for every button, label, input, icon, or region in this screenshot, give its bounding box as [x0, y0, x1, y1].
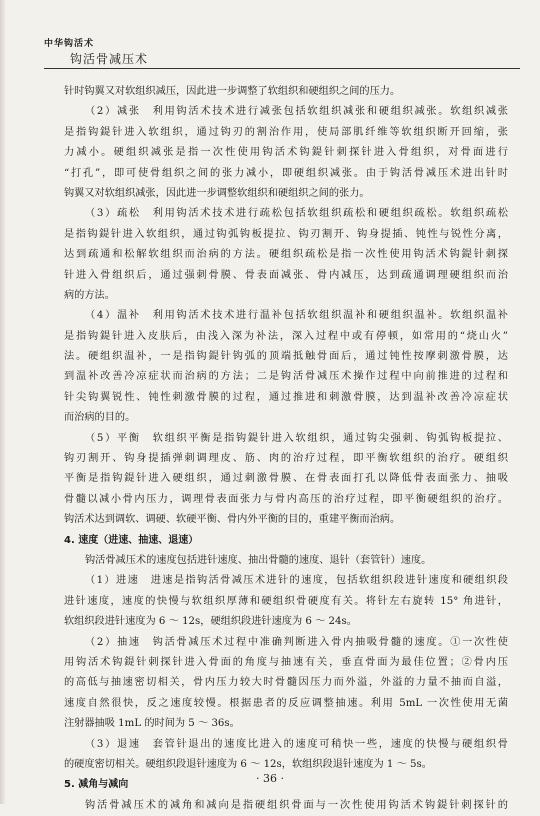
section-heading: 4. 速度（进速、抽速、退速）	[64, 534, 199, 546]
body-line: 力减小。硬组织减张是指一次性使用钩活术钩鍉针刺探针进入骨组织，对骨面进行	[64, 147, 508, 159]
body-line: 而治病的目的。	[64, 412, 136, 424]
page-number: · 36 ·	[256, 772, 284, 785]
running-header	[44, 36, 94, 49]
body-line: 针进入骨组织后，通过强刺骨膜、骨表面减张、骨内减压，达到疏通调理硬组织而治	[64, 269, 508, 281]
body-line: 用钩活术钩鍉针刺探针进入骨面的角度与抽速有关，垂直骨面为最佳位置；②骨内压	[64, 656, 508, 668]
body-line: 钩活骨减压术的速度包括进针速度、抽出骨髓的速度、退针（套管针）速度。	[85, 554, 432, 566]
body-line: 针尖钩翼锐性、钝性刺激骨膜的过程，通过推进和刺激骨膜，达到温补改善冷凉症状	[64, 391, 508, 403]
body-line: 钩翼又对软组织减张，因此进一步调整软组织和硬组织之间的张力。	[64, 187, 370, 199]
body-line: 平衡是指钩鍉针进入硬组织，通过刺激骨膜、在骨表面打孔以降低骨表面张力、抽吸	[64, 473, 508, 485]
body-line: 的高低与抽速密切相关，骨内压力较大时骨髓因压力而外溢，外溢的力量不抽而自溢，	[64, 677, 508, 689]
page-binding-shadow	[0, 0, 6, 804]
body-line: （2）抽速 钩活骨减压术过程中准确判断进入骨内抽吸骨髓的速度。①一次性使	[85, 636, 508, 648]
body-line: （4）温补 利用钩活术技术进行温补包括软组织温补和硬组织温补。软组织温补	[85, 310, 508, 322]
body-line: （1）进速 进速是指钩活骨减压术进针的速度，包括软组织段进针速度和硬组织段	[85, 575, 508, 587]
body-line: （3）疏松 利用钩活术技术进行疏松包括软组织疏松和硬组织疏松。软组织疏松	[85, 208, 508, 220]
body-line: 是指钩鍉针进入软组织，通过钩弧钩板提拉、钩刃割开、钩身提插、钝性与锐性分离，	[64, 228, 508, 240]
body-line: “打孔”，即可使骨组织之间的张力减小，即硬组织减张。由于钩活骨减压术进出针时	[64, 167, 508, 179]
body-line: （3）退速 套管针退出的速度比进入的速度可稍快一些，速度的快慢与硬组织骨	[85, 738, 508, 750]
body-line: 软组织段进针速度为 6 ～ 12s，硬组织段进针速度为 6 ～ 24s。	[64, 616, 357, 628]
body-line: 钩活骨减压术的减角和减向是指硬组织骨面与一次性使用钩活术钩鍉针刺探针的	[85, 799, 508, 811]
body-line: 达到疏通和松解软组织而治病的方法。硬组织疏松是指一次性使用钩活术钩鍉针刺探	[64, 249, 508, 261]
book-title: 钩活骨减压术	[70, 52, 149, 66]
body-line: 骨髓以减小骨内压力，调理骨表面张力与骨内高压的治疗过程，即平衡硬组织的治疗。	[64, 493, 508, 505]
body-line: 钩刃割开、钩身提插弹刺调理皮、筋、肉的治疗过程，即平衡软组织的治疗。硬组织	[64, 453, 508, 465]
body-line: 是指钩鍉针进入软组织，通过钩刃的割治作用，使局部肌纤维等软组织断开回缩，张	[64, 126, 508, 138]
header-rule	[44, 50, 520, 69]
body-line: 法。硬组织温补，一是指钩鍉针钩弧的顶端抵触骨面后，通过钝性按摩刺激骨膜，达	[64, 351, 508, 363]
body-line: 是指钩鍉针进入皮肤后，由浅入深为补法，深入过程中或有停顿，如常用的“烧山火”	[64, 330, 508, 342]
body-line: 进针速度，速度的快慢与软组织厚薄和硬组织骨硬度有关。将针左右旋转 15° 角进针，	[64, 595, 508, 607]
body-line: 速度自然很快，反之速度较慢。根据患者的反应调整抽速。利用 5mL 一次性使用无菌	[64, 697, 508, 709]
body-line: 注射器抽吸 1mL 的时间为 5 ～ 36s。	[64, 718, 240, 730]
series-title: 中华钩活术	[44, 39, 95, 49]
page-body	[64, 82, 508, 816]
body-line: 针时钩翼又对软组织减压，因此进一步调整了软组织和硬组织之间的压力。	[64, 86, 401, 97]
body-line: （5）平衡 软组织平衡是指钩鍉针进入软组织，通过钩尖强刺、钩弧钩板提拉、	[85, 432, 508, 444]
section-heading: 5. 减角与减向	[64, 779, 129, 791]
body-line: （2）减张 利用钩活术技术进行减张包括软组织减张和硬组织减张。软组织减张	[85, 106, 508, 118]
body-line: 钩活术达到调软、调硬、软硬平衡、骨内外平衡的目的，重建平衡而治病。	[64, 514, 401, 526]
body-line: 的硬度密切相关。硬组织段退针速度为 6 ～ 12s，软组织段退针速度为 1 ～ 5s。	[64, 758, 432, 770]
body-line: 到温补改善冷凉症状而治病的方法；二是钩活骨减压术操作过程中向前推进的过程和	[64, 371, 508, 383]
body-line: 病的方法。	[64, 289, 115, 301]
